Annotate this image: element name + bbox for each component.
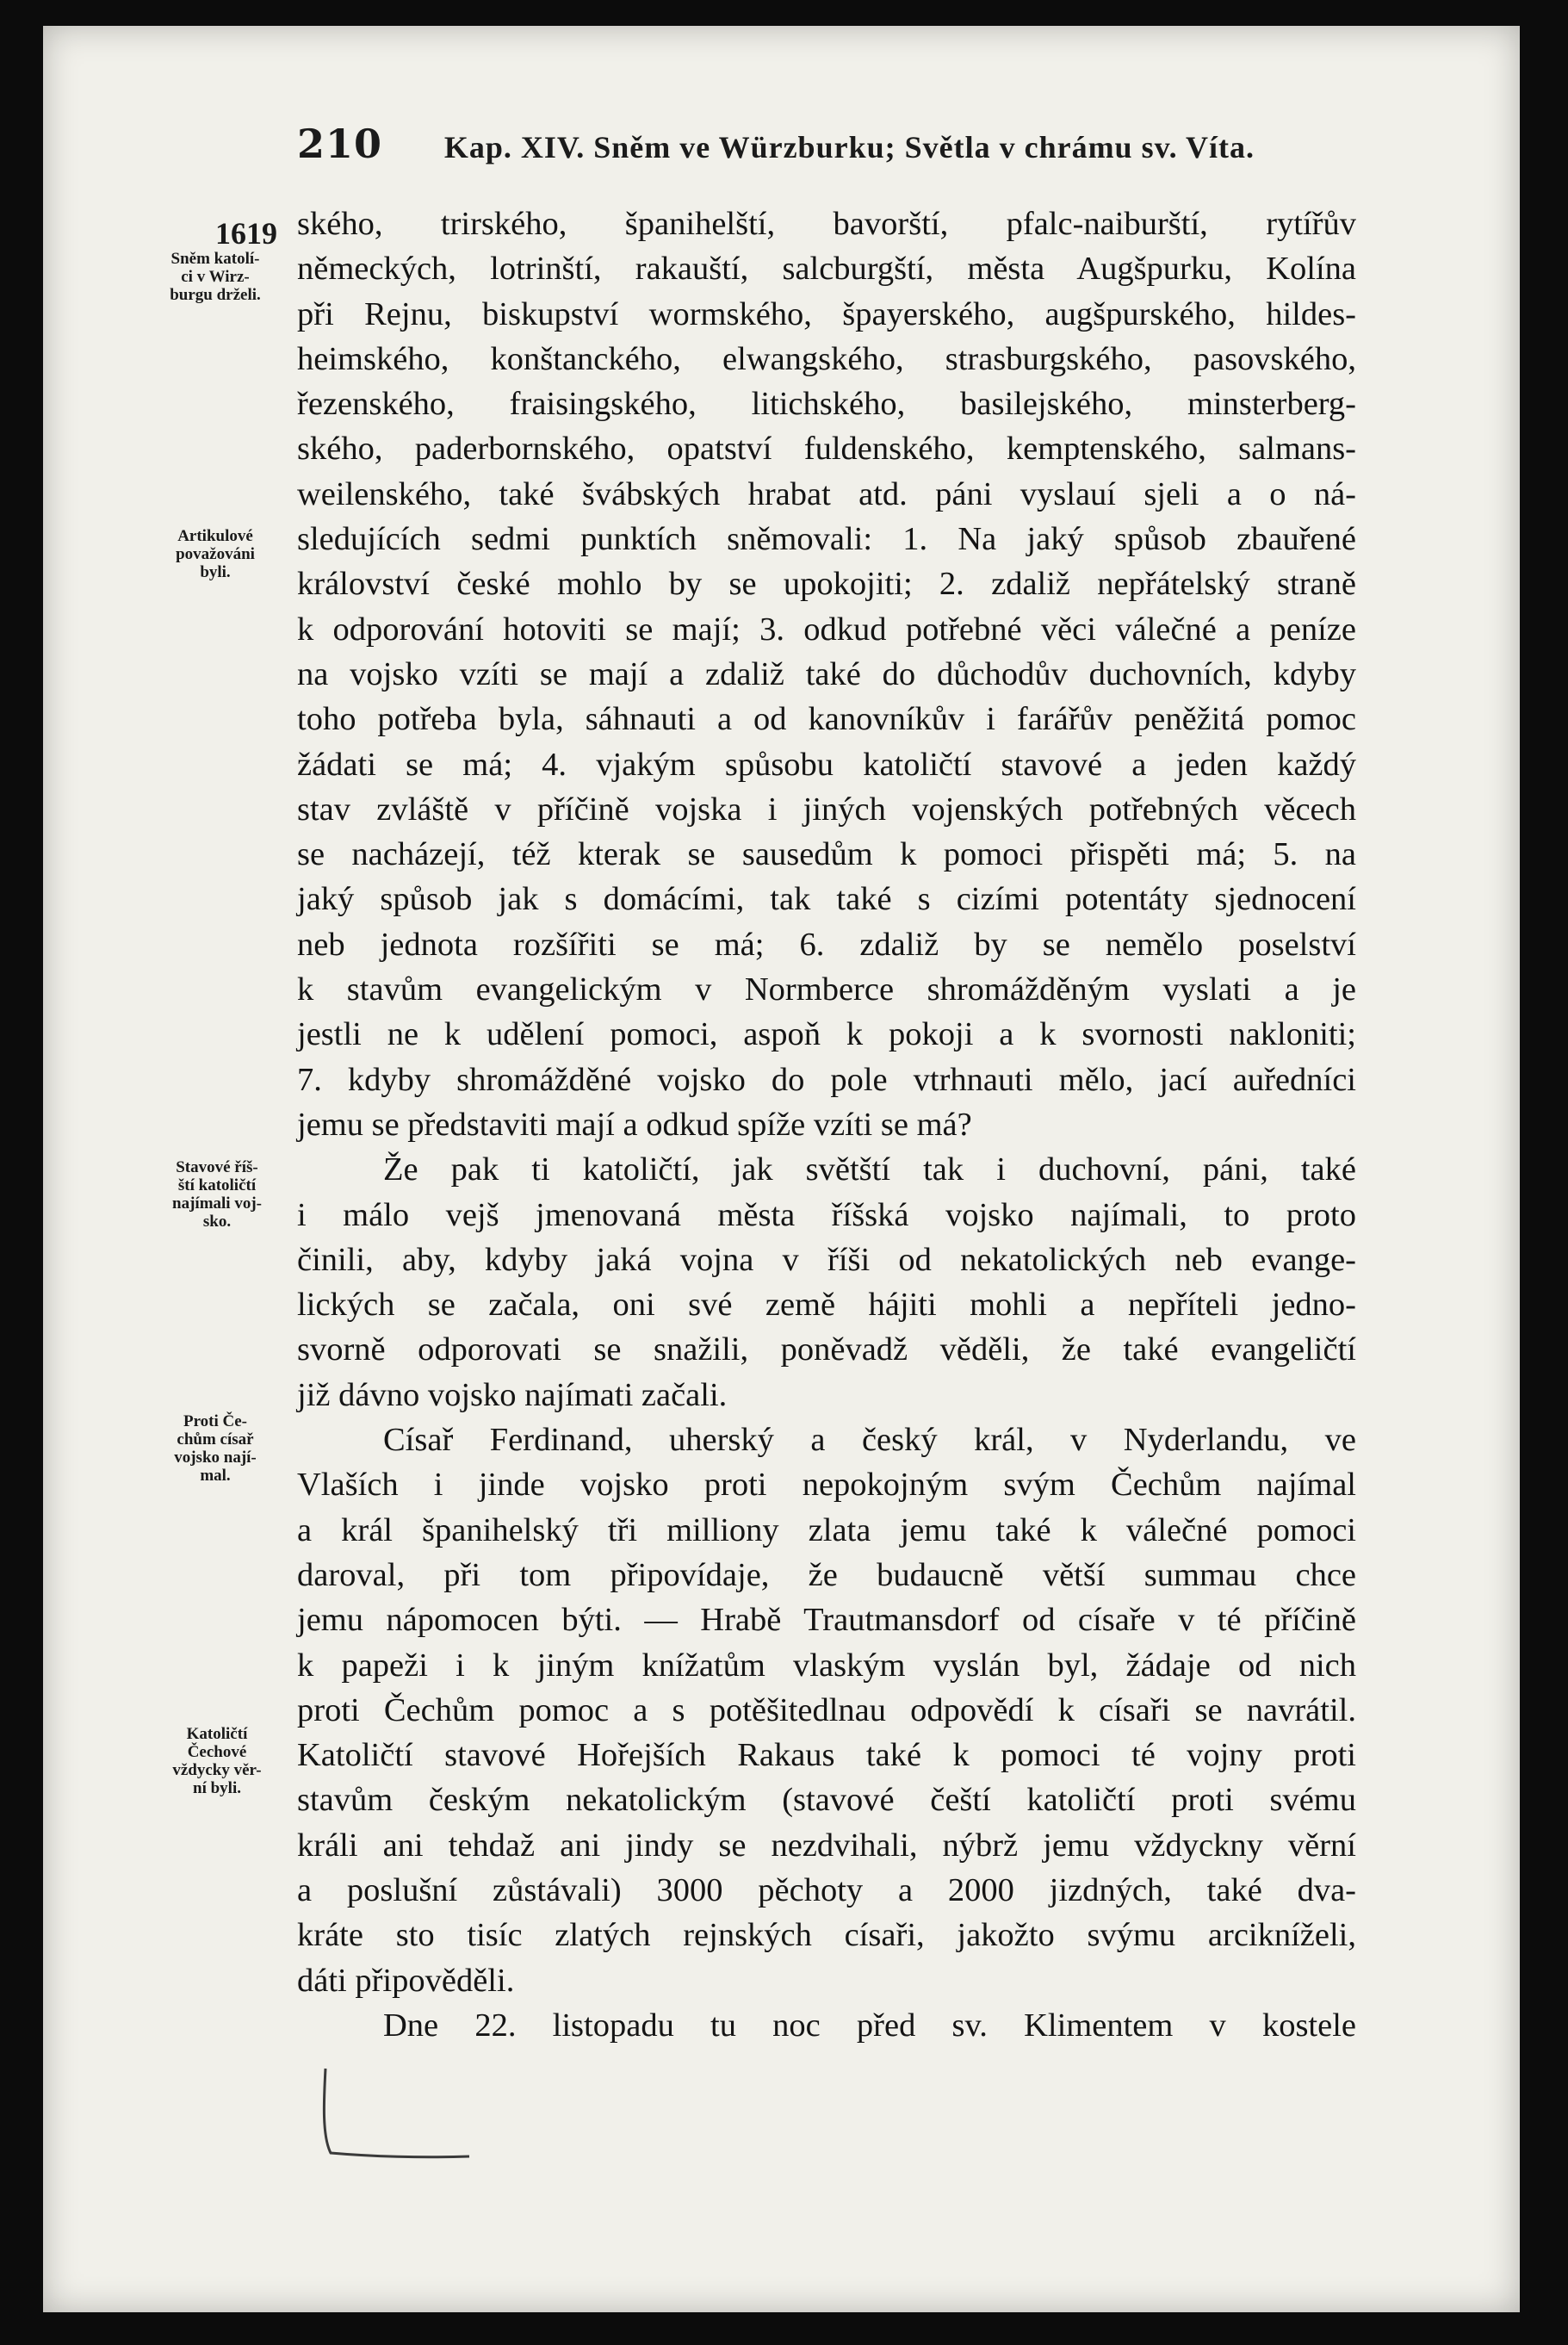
text-line: daroval, při tom připovídaje, že budaucně větší summau chce [297,1556,1356,1593]
text-line: Dne 22. listopadu tu noc před sv. Klimentem v kostele [383,2007,1356,2044]
body-text [297,202,1356,2048]
text-line: lických se začala, oni své země hájiti mohli a nepříteli jedno- [297,1287,1356,1324]
text-line: i málo vejš jmenovaná města říšská vojsko najímali, to proto [297,1196,1356,1233]
text-line: německých, lotrinští, rakauští, salcburgští, města Augšpurku, Kolína [297,251,1356,288]
margin-note-line: Sněm katolí- [170,250,260,268]
margin-note-line: chům císař [177,1430,254,1449]
text-line: činili, aby, kdyby jaká vojna v říši od nekatolických neb evange- [297,1241,1356,1278]
text-line: stavům českým nekatolickým (stavové čeští katoličtí proti svému [297,1782,1356,1819]
margin-note-line: Čechové [187,1743,247,1761]
margin-note-stavove [148,1158,286,1231]
margin-note-katolicti [148,1725,286,1797]
margin-note-line: ští katoličtí [177,1176,257,1194]
text-line: sledujících sedmi punktích sněmovali: 1. Na jaký spůsob zbauřené [297,521,1356,558]
margin-note-line: Katoličtí [186,1725,248,1743]
margin-note-proti [146,1412,284,1485]
margin-note-line: najímali voj- [172,1194,262,1213]
text-line: Že pak ti katoličtí, jak světští tak i duchovní, páni, také [383,1151,1356,1188]
text-line: dáti připověděli. [297,1962,515,1999]
margin-note-line: sko. [202,1213,232,1231]
text-line: ského, trirského, španihelští, bavorští, pfalc-naiburští, rytířův [297,206,1356,242]
text-line: na vojsko vzíti se mají a zdaliž také do důchodův duchovních, kdyby [297,655,1356,692]
text-line: Císař Ferdinand, uherský a český král, v Nyderlandu, ve [383,1422,1356,1459]
text-line: k stavům evangelickým v Normberce shromážděným vyslati a je [297,971,1356,1008]
running-header [297,121,1365,167]
text-line: kráte sto tisíc zlatých rejnských císaři, jakožto svýmu arcikníželi, [297,1917,1356,1954]
text-line: toho potřeba byla, sáhnauti a od kanovníkův i farářův peněžitá pomoc [297,701,1356,738]
margin-note-line: považováni [176,545,255,563]
text-line: králi ani tehdaž ani jindy se nezdvihali, nýbrž jemu vždyckny věrní [297,1827,1356,1864]
text-line: Vlaších i jinde vojsko proti nepokojným svým Čechům najímal [297,1467,1356,1504]
text-line: stav zvláště v příčině vojska i jiných vojenských potřebných věcech [297,791,1356,828]
text-line: svorně odporovati se snažili, poněvadž věděli, že také evangeličtí [297,1331,1356,1368]
page-number: 210 [297,121,383,167]
margin-year: 1619 [215,216,277,251]
text-line: k papeži i k jiným knížatům vlaským vyslán byl, žádaje od nich [297,1647,1356,1684]
text-line: neb jednota rozšířiti se má; 6. zdaliž by se nemělo poselství [297,926,1356,963]
text-line: již dávno vojsko najímati začali. [297,1376,728,1413]
text-line: jestli ne k udělení pomoci, aspoň k pokoji a k svornosti nakloniti; [297,1016,1356,1053]
text-line: k odporování hotoviti se mají; 3. odkud potřebné věci válečné a peníze [297,611,1356,648]
text-line: při Rejnu, biskupství wormského, špayerského, augšpurského, hildes- [297,295,1356,332]
text-line: proti Čechům pomoc a s potěšitedlnau odpovědí k císaři se navrátil. [297,1691,1356,1728]
text-line: 7. kdyby shromážděné vojsko do pole vtrhnauti mělo, jací auředníci [297,1061,1356,1098]
margin-note-snem [146,250,284,304]
text-line: weilenského, také švábských hrabat atd. páni vyslauí sjeli a o ná- [297,475,1356,512]
margin-note-line: mal. [200,1467,231,1485]
text-line: řezenského, fraisingského, litichského, basilejského, minsterberg- [297,386,1356,423]
running-title: Kap. XIV. Sněm ve Würzburku; Světla v chrámu sv. Víta. [443,130,1255,164]
margin-note-line: Artikulové [177,527,253,545]
text-line: království české mohlo by se upokojiti; 2. zdaliž nepřátelský straně [297,566,1356,603]
text-line: se nacházejí, též kterak se sausedům k pomoci přispěti má; 5. na [297,836,1356,873]
margin-note-line: byli. [200,563,231,581]
text-line: jemu nápomocen býti. — Hrabě Trautmansdorf od císaře v té příčině [297,1602,1356,1639]
text-line: jaký spůsob jak s domácími, tak také s cizími potentáty sjednocení [297,881,1356,918]
margin-note-line: ní byli. [193,1779,241,1797]
text-line: žádati se má; 4. vjakým spůsobu katoličtí stavové a jeden každý [297,746,1356,783]
margin-note-line: vojsko nají- [174,1449,257,1467]
text-line: ského, paderbornského, opatství fuldenského, kemptenského, salmans- [297,431,1356,468]
margin-note-line: vždycky věr- [172,1761,262,1779]
margin-note-line: ci v Wirz- [181,268,250,286]
margin-note-line: burgu drželi. [170,286,261,304]
margin-note-artikulove [146,527,284,581]
pen-mark [319,2067,474,2162]
margin-note-line: Proti Če- [183,1412,248,1430]
margin-note-line: Stavové říš- [176,1158,258,1176]
text-line: jemu se představiti mají a odkud spíže vzíti se má? [297,1106,972,1143]
text-line: Katoličtí stavové Hořejších Rakaus také k pomoci té vojny proti [297,1737,1356,1774]
text-line: heimského, konštanckého, elwangského, strasburgského, pasovského, [297,340,1356,377]
text-line: a poslušní zůstávali) 3000 pěchoty a 2000 jizdných, také dva- [297,1871,1356,1908]
text-line: a král španihelský tři milliony zlata jemu také k válečné pomoci [297,1511,1356,1548]
